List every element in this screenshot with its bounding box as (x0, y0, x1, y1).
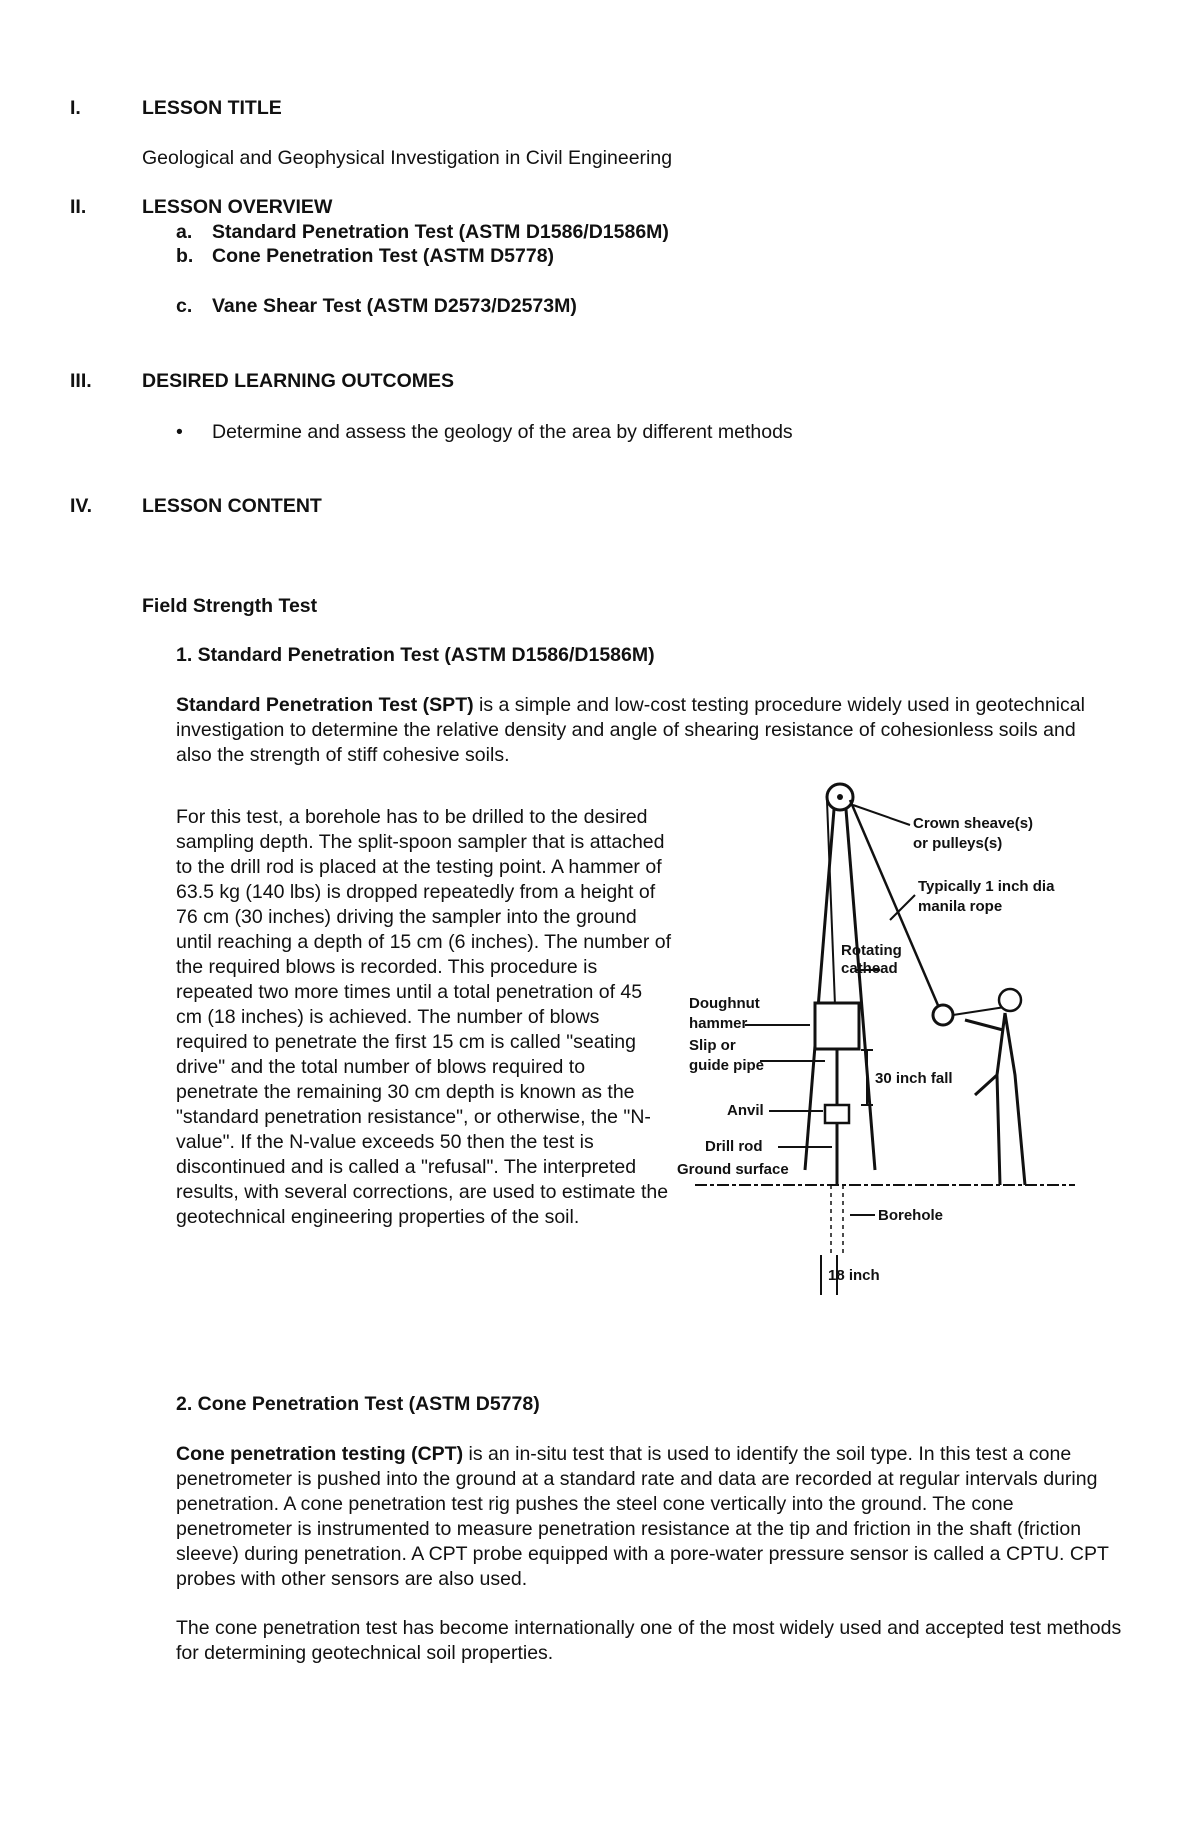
spt-apparatus-diagram (675, 775, 1095, 1315)
label-hammer: Doughnut (689, 995, 760, 1012)
overview-item-letter: a. (176, 221, 193, 243)
cpt-heading: 2. Cone Penetration Test (ASTM D5778) (176, 1393, 540, 1415)
cpt-closing-paragraph (176, 1616, 1126, 1666)
learning-outcomes-heading: DESIRED LEARNING OUTCOMES (142, 370, 455, 392)
overview-item-letter: b. (176, 245, 194, 267)
cpt-intro-term: Cone penetration testing (CPT) (176, 1443, 464, 1465)
overview-item-letter: c. (176, 295, 193, 317)
label-fall: 30 inch fall (875, 1070, 953, 1087)
section-number-4: IV. (70, 495, 93, 517)
lesson-content-heading: LESSON CONTENT (142, 495, 322, 517)
label-rope: Typically 1 inch dia (918, 878, 1055, 895)
label-cathead: Rotating (841, 942, 902, 959)
learning-outcome-item: Determine and assess the geology of the area by different methods (212, 421, 793, 443)
label-18-inch: 18 inch (828, 1267, 880, 1284)
bullet-icon: • (176, 421, 183, 443)
overview-item-text: Cone Penetration Test (ASTM D5778) (212, 245, 555, 267)
lesson-title-text: Geological and Geophysical Investigation in Civil Engineering (142, 147, 673, 169)
label-crown-sheave: Crown sheave(s) (913, 815, 1034, 832)
spt-intro-paragraph (176, 693, 1111, 768)
section-number-3: III. (70, 370, 92, 392)
label-rope-2: manila rope (918, 898, 1003, 915)
label-cathead-2: cathead (841, 960, 898, 977)
spt-intro-text: is a simple and low-cost testing procedure widely used in geotechnical investigation to determine the relative density and angle of shearing resistance of cohesionless soils and also the strength of stiff cohesive soils. (176, 694, 1085, 766)
spt-heading: 1. Standard Penetration Test (ASTM D1586/D1586M) (176, 644, 655, 666)
cpt-closing-text: The cone penetration test has become internationally one of the most widely used and accepted test methods for determining geotechnical soil properties. (176, 1617, 1122, 1664)
cpt-intro-text: is an in-situ test that is used to identify the soil type. In this test a cone penetrometer is pushed into the ground at a standard rate and data are recorded at regular intervals during penetration. A cone penetration test rig pushes the steel cone vertically into the ground. The cone penetrometer is instrumented to measure penetration resistance at the tip and friction in the shaft (friction sleeve) during penetration. A CPT probe equipped with a pore-water pressure sensor is called a CPTU. CPT probes with other sensors are also used. (176, 1443, 1109, 1590)
label-guide-pipe: Slip or (689, 1037, 736, 1054)
label-guide-pipe-2: guide pipe (689, 1057, 764, 1074)
spt-apparatus-illustration (675, 775, 1095, 1315)
section-number-2: II. (70, 196, 87, 218)
spt-intro-term: Standard Penetration Test (SPT) (176, 694, 474, 716)
label-ground-surface: Ground surface (677, 1161, 789, 1178)
overview-item-text: Standard Penetration Test (ASTM D1586/D1586M) (212, 221, 669, 243)
label-hammer-2: hammer (689, 1015, 748, 1032)
field-strength-subheading: Field Strength Test (142, 595, 318, 617)
lesson-overview-heading: LESSON OVERVIEW (142, 196, 333, 218)
overview-item-text: Vane Shear Test (ASTM D2573/D2573M) (212, 295, 577, 317)
spt-procedure-text: For this test, a borehole has to be drilled to the desired sampling depth. The split-spoon sampler that is attached to the drill rod is placed at the testing point. A hammer of 63.5 kg (140 lbs) is dropped repeatedly from a height of 76 cm (30 inches) driving the sampler into the ground until reaching a depth of 15 cm (6 inches). The number of the required blows is recorded. This procedure is repeated two more times until a total penetration of 45 cm (18 inches) is achieved. The number of blows required to penetrate the first 15 cm is called "seating drive" and the total number of blows required to penetrate the remaining 30 cm depth is known as the "standard penetration resistance", or otherwise, the "N-value". If the N-value exceeds 50 then the test is discontinued and is called a "refusal". The interpreted results, with several corrections, are used to estimate the geotechnical engineering properties of the soil. (176, 806, 672, 1228)
label-crown-sheave-2: or pulleys(s) (913, 835, 1003, 852)
section-number-1: I. (70, 97, 81, 119)
label-anvil: Anvil (727, 1102, 764, 1119)
label-borehole: Borehole (878, 1207, 944, 1224)
lesson-title-heading: LESSON TITLE (142, 97, 282, 119)
spt-procedure-paragraph (176, 805, 671, 1230)
cpt-intro-paragraph (176, 1442, 1126, 1592)
label-drill-rod: Drill rod (705, 1138, 763, 1155)
